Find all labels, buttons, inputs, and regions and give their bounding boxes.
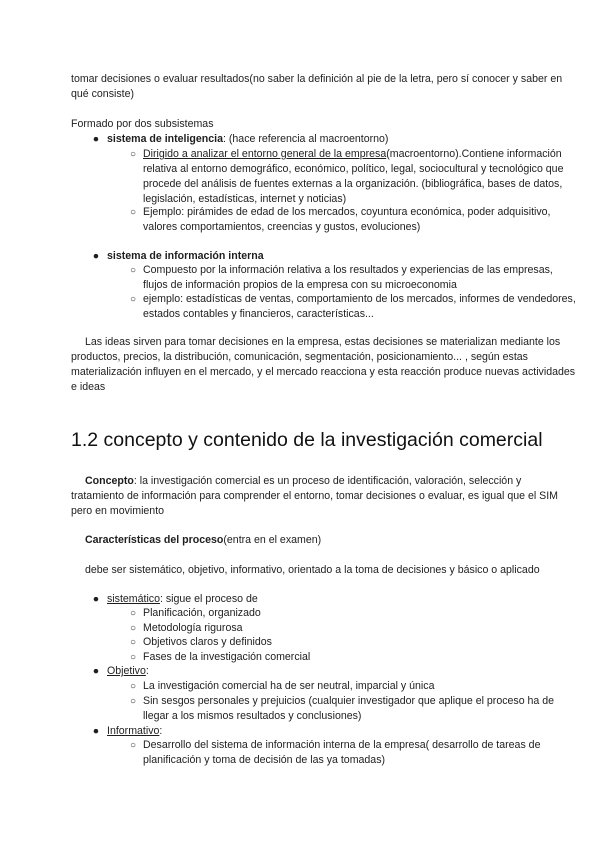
internal-system-title: sistema de información interna bbox=[107, 250, 264, 262]
circle-bullet-icon: ○ bbox=[129, 265, 137, 276]
section-heading: 1.2 concepto y contenido de la investigación comercial bbox=[71, 429, 543, 451]
internal-sub-item-1: Compuesto por la información relativa a los resultados y experiencias de las empresas, flujos de información propios de la empresa con su microeconomia bbox=[143, 264, 553, 291]
intelligence-system-desc: : (hace referencia al macroentorno) bbox=[223, 133, 389, 145]
internal-sub-item-2: ejemplo: estadísticas de ventas, comportamiento de los mercados, informes de vendedores, estados contables y financieros, características... bbox=[143, 293, 576, 320]
circle-bullet-icon: ○ bbox=[129, 608, 137, 619]
informativo-item bbox=[107, 724, 577, 739]
intelligence-system-item bbox=[107, 132, 577, 147]
sistematico-sub-item: Fases de la investigación comercial bbox=[143, 651, 311, 663]
circle-bullet-icon: ○ bbox=[129, 149, 137, 160]
bullet-icon: ● bbox=[92, 133, 100, 145]
features-label: Características del proceso bbox=[85, 534, 224, 546]
sistematico-sub-item: Metodología rigurosa bbox=[143, 622, 243, 634]
objetivo-colon: : bbox=[145, 665, 149, 677]
sistematico-sub-item: Objetivos claros y definidos bbox=[143, 636, 272, 648]
circle-bullet-icon: ○ bbox=[129, 637, 137, 648]
informativo-label: Informativo bbox=[107, 725, 160, 737]
ideas-paragraph: Las ideas sirven para tomar decisiones en la empresa, estas decisiones se materializan mediante los productos, precios, la distribución, comunicación, segmentación, posicionamiento... , según estas materialización influyen en el mercado, y el mercado reacciona y esta reacción produce nuevas actividades e ideas bbox=[71, 336, 576, 393]
concept-label: Concepto bbox=[85, 475, 134, 487]
features-heading bbox=[85, 533, 590, 548]
bullet-icon: ● bbox=[92, 665, 100, 677]
circle-bullet-icon: ○ bbox=[129, 696, 137, 707]
intelligence-underlined-text: Dirigido a analizar el entorno general de la empresa bbox=[143, 148, 387, 160]
circle-bullet-icon: ○ bbox=[129, 294, 137, 305]
sistematico-desc: : sigue el proceso de bbox=[159, 593, 258, 605]
objetivo-sub-item: Sin sesgos personales y prejuicios (cualquier investigador que aplique el proceso ha de llegar a los mismos resultados y conclusiones) bbox=[143, 695, 555, 722]
objetivo-sub-item: La investigación comercial ha de ser neutral, imparcial y única bbox=[143, 680, 435, 692]
circle-bullet-icon: ○ bbox=[129, 681, 137, 692]
concept-paragraph bbox=[71, 474, 576, 519]
sistematico-item bbox=[107, 592, 577, 607]
objetivo-label: Objetivo bbox=[107, 665, 146, 677]
intelligence-sub-item-1 bbox=[143, 147, 579, 207]
sistematico-label: sistemático bbox=[107, 593, 160, 605]
informativo-colon: : bbox=[159, 725, 163, 737]
bullet-icon: ● bbox=[92, 725, 100, 737]
features-note: (entra en el examen) bbox=[223, 534, 322, 546]
objetivo-item bbox=[107, 664, 577, 679]
circle-bullet-icon: ○ bbox=[129, 740, 137, 751]
intro-paragraph: tomar decisiones o evaluar resultados(no saber la definición al pie de la letra, pero sí conocer y saber en qué consiste) bbox=[71, 73, 563, 100]
circle-bullet-icon: ○ bbox=[129, 207, 137, 218]
circle-bullet-icon: ○ bbox=[129, 652, 137, 663]
concept-text: : la investigación comercial es un proceso de identificación, valoración, selección y tratamiento de información para comprender el entorno, tomar decisiones o evaluar, es igual que el SIM pero en movimiento bbox=[71, 475, 558, 517]
circle-bullet-icon: ○ bbox=[129, 623, 137, 634]
intelligence-sub-item-1-text: (macroentorno).Contiene información relativa al entorno demográfico, económico, político, legal, sociocultural y tecnológico que procede del análisis de fuentes externas a la organización. (bibliográfica, bases de datos, legislación, estadísticas, internet y noticias) bbox=[143, 148, 564, 205]
bullet-icon: ● bbox=[92, 250, 100, 262]
subsystems-heading: Formado por dos subsistemas bbox=[71, 118, 214, 130]
intelligence-sub-item-2: Ejemplo: pirámides de edad de los mercados, coyuntura económica, poder adquisitivo, valores comportamientos, creencias y gustos, evoluciones) bbox=[143, 206, 551, 233]
bullet-icon: ● bbox=[92, 593, 100, 605]
informativo-sub-item: Desarrollo del sistema de información interna de la empresa( desarrollo de tareas de planificación y toma de decisión de las ya tomadas) bbox=[143, 739, 541, 766]
intelligence-system-title: sistema de inteligencia bbox=[107, 133, 223, 145]
requirement-line: debe ser sistemático, objetivo, informativo, orientado a la toma de decisiones y básico o aplicado bbox=[85, 564, 540, 576]
sistematico-sub-item: Planificación, organizado bbox=[143, 607, 261, 619]
